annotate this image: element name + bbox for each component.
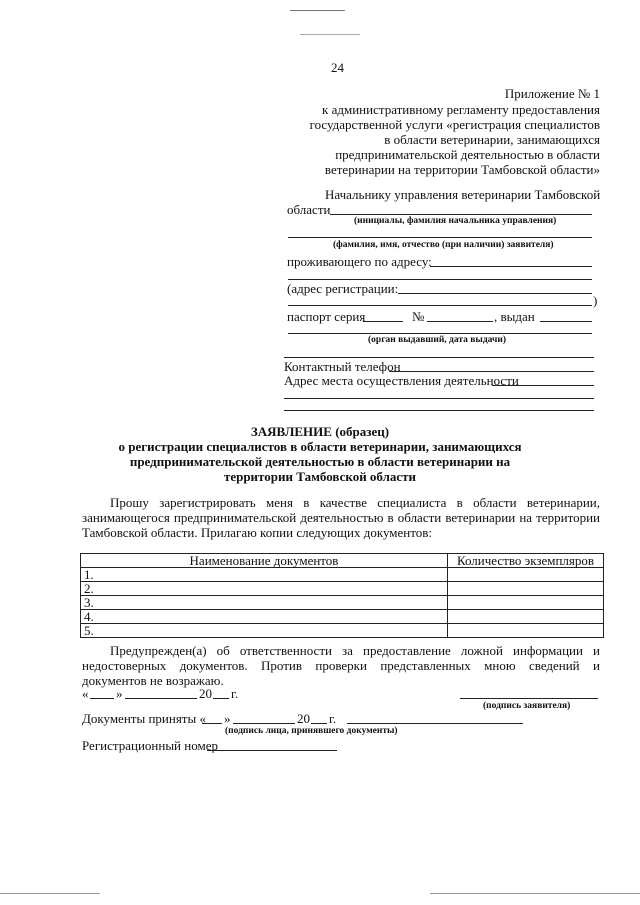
applicant-signature-field[interactable] [460,698,598,699]
activity-address-field-2[interactable] [284,398,594,399]
accepted-close-quote: » [224,711,231,726]
registration-label: (адрес регистрации: [287,281,399,296]
hint-applicant: (фамилия, имя, отчество (при наличии) заявителя) [333,240,554,250]
header-doc-name: Наименование документов [81,554,448,568]
passport-number-field[interactable] [427,321,493,322]
addressee-head: Начальнику управления ветеринарии Тамбовской [325,187,601,202]
hint-signature-applicant: (подпись заявителя) [483,701,571,711]
row-number: 1. [81,568,448,582]
registration-field[interactable] [398,293,592,294]
appendix-line-2: к административному регламенту предоставления [322,102,600,117]
date-year-suffix: г. [231,686,239,701]
residing-field-2[interactable] [288,279,592,280]
row-copies-cell[interactable] [448,568,604,582]
reg-number-label: Регистрационный номер [82,738,218,753]
accepted-year-suffix: г. [329,711,337,726]
appendix-line-6: ветеринарии на территории Тамбовской области» [324,162,600,177]
accepted-month-field[interactable] [233,723,295,724]
warning-line-3: документов не возражаю. [82,673,224,688]
row-copies-cell[interactable] [448,624,604,638]
applicant-name-field[interactable] [288,237,592,238]
date-year-field[interactable] [213,698,229,699]
hint-issuer: (орган выдавший, дата выдачи) [368,335,506,345]
row-number: 4. [81,610,448,624]
date-month-field[interactable] [125,698,197,699]
table-header-row [81,554,604,568]
reg-number-field[interactable] [207,750,337,751]
passport-number-label: № [412,309,425,324]
passport-issued-field[interactable] [540,321,592,322]
warning-line-1: Предупрежден(а) об ответственности за предоставление ложной информации и [110,643,600,658]
scan-artifact-bottom-2 [430,893,640,894]
passport-issued-label: , выдан [494,309,535,324]
date-day-field[interactable] [90,698,114,699]
activity-address-field[interactable] [492,385,594,386]
scan-artifact-top-2 [300,34,360,35]
phone-label: Контактный телефон [284,359,401,374]
table-row[interactable] [81,624,604,638]
date-open-quote: « [82,686,89,701]
doc-subtitle-1: о регистрации специалистов в области ветеринарии, занимающихся [118,439,522,454]
appendix-line-5: предпринимательской деятельностью в области [335,147,600,162]
appendix-line-1: Приложение № 1 [504,86,600,101]
date-year-prefix: 20 [199,686,212,701]
body-line-2: занимающегося предпринимательской деятельностью в области ветеринарии на территории [82,510,600,525]
accepted-day-field[interactable] [202,723,222,724]
row-number: 5. [81,624,448,638]
residing-label: проживающего по адресу: [287,254,432,269]
table-row[interactable] [81,582,604,596]
registration-field-2[interactable] [288,305,592,306]
activity-address-field-3[interactable] [284,410,594,411]
row-copies-cell[interactable] [448,610,604,624]
accepted-year-prefix: 20 [297,711,310,726]
doc-title: ЗАЯВЛЕНИЕ (образец) [250,424,390,439]
row-copies-cell[interactable] [448,596,604,610]
table-row[interactable] [81,568,604,582]
doc-subtitle-2: предпринимательской деятельностью в области ветеринарии на [129,454,511,469]
table-row[interactable] [81,610,604,624]
head-name-field[interactable] [330,214,592,215]
documents-table [80,553,604,638]
accepted-year-field[interactable] [311,723,327,724]
accepted-signature-field[interactable] [347,723,523,724]
warning-line-2: недостоверных документов. Против проверки представленных мною сведений и [82,658,600,673]
table-row[interactable] [81,596,604,610]
hint-accepted-signature: (подпись лица, принявшего документы) [225,726,398,736]
body-line-1: Прошу зарегистрировать меня в качестве специалиста в области ветеринарии, [110,495,600,510]
scan-artifact-top [290,10,345,11]
issuer-field[interactable] [288,333,592,334]
addressee-oblast: области [287,202,331,217]
phone-field[interactable] [389,371,594,372]
row-number: 3. [81,596,448,610]
header-copies: Количество экземпляров [448,554,604,568]
hint-initials: (инициалы, фамилия начальника управления) [354,216,557,226]
blank-line-1[interactable] [284,357,594,358]
accepted-label: Документы приняты « [82,711,206,726]
row-number: 2. [81,582,448,596]
passport-series-field[interactable] [363,321,403,322]
row-copies-cell[interactable] [448,582,604,596]
activity-address-label: Адрес места осуществления деятельности [284,373,519,388]
registration-close-paren: ) [593,293,598,308]
body-line-3: Тамбовской области. Прилагаю копии следующих документов: [82,525,433,540]
date-close-quote: » [116,686,123,701]
doc-subtitle-3: территории Тамбовской области [223,469,417,484]
passport-series-label: паспорт серия [287,309,366,324]
scan-artifact-bottom [0,893,100,894]
page-number: 24 [331,60,344,75]
appendix-line-4: в области ветеринарии, занимающихся [384,132,600,147]
appendix-line-3: государственной услуги «регистрация специалистов [309,117,600,132]
residing-field[interactable] [430,266,592,267]
